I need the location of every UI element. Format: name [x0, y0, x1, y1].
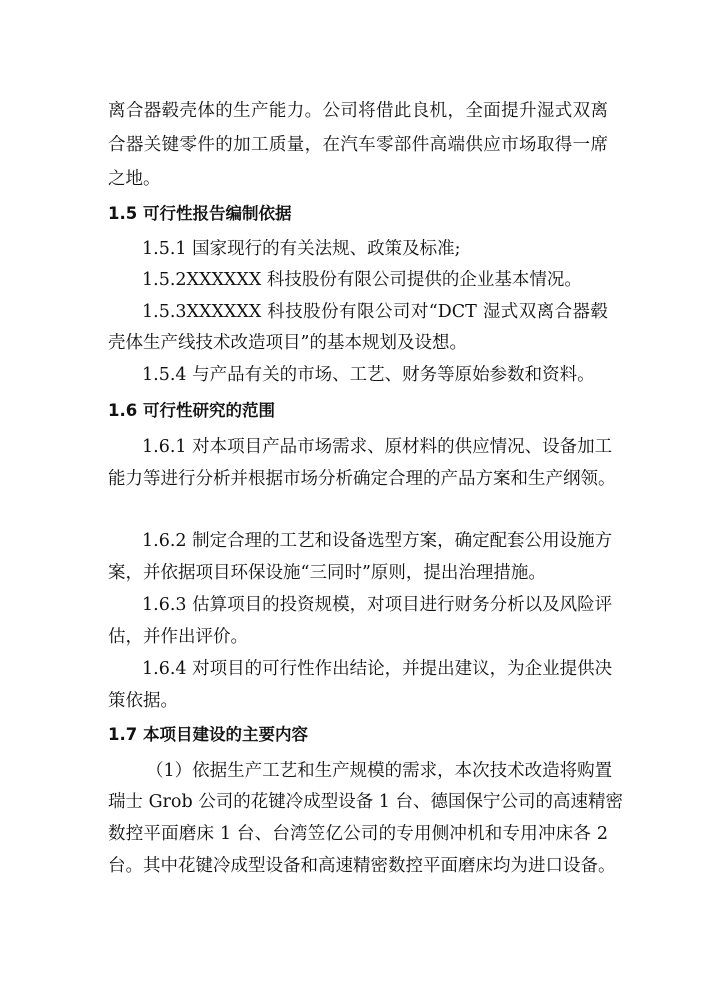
intro-line-1: 离合器毂壳体的生产能力。公司将借此良机，全面提升湿式双离	[108, 101, 608, 121]
section-1-6-heading: 1.6 可行性研究的范围	[108, 401, 275, 420]
para-1-7-line-3: 数控平面磨床 1 台、台湾笠亿公司的专用侧冲机和专用冲床各 2	[108, 824, 608, 844]
item-1-5-3-line-1: 1.5.3XXXXXX 科技股份有限公司对“DCT 湿式双离合器毂	[142, 302, 608, 322]
para-1-7-line-1: （1）依据生产工艺和生产规模的需求，本次技术改造将购置	[146, 761, 613, 781]
section-1-5-heading: 1.5 可行性报告编制依据	[108, 204, 292, 223]
item-1-5-4: 1.5.4 与产品有关的市场、工艺、财务等原始参数和资料。	[142, 365, 595, 385]
item-1-5-3-line-2: 壳体生产线技术改造项目”的基本规划及设想。	[108, 333, 467, 353]
item-1-6-4-line-2: 策依据。	[108, 691, 178, 711]
para-1-7-line-2: 瑞士 Grob 公司的花键冷成型设备 1 台、德国保宁公司的高速精密	[108, 792, 623, 812]
item-1-6-2-line-1: 1.6.2 制定合理的工艺和设备选型方案，确定配套公用设施方	[142, 531, 613, 551]
intro-line-3: 之地。	[108, 169, 161, 189]
item-1-6-3-line-2: 估，并作出评价。	[108, 627, 248, 647]
item-1-6-4-line-1: 1.6.4 对项目的可行性作出结论，并提出建议，为企业提供决	[142, 659, 613, 679]
item-1-6-2-line-2: 案，并依据项目环保设施“三同时”原则，提出治理措施。	[108, 563, 546, 583]
item-1-5-1: 1.5.1 国家现行的有关法规、政策及标准;	[142, 239, 461, 259]
para-1-7-line-4: 台。其中花键冷成型设备和高速精密数控平面磨床均为进口设备。	[108, 856, 616, 876]
section-1-7-heading: 1.7 本项目建设的主要内容	[108, 725, 308, 744]
item-1-6-1-line-2: 能力等进行分析并根据市场分析确定合理的产品方案和生产纲领。	[108, 469, 616, 489]
item-1-6-1-line-1: 1.6.1 对本项目产品市场需求、原材料的供应情况、设备加工	[142, 437, 613, 457]
item-1-5-2: 1.5.2XXXXXX 科技股份有限公司提供的企业基本情况。	[142, 270, 582, 290]
intro-line-2: 合器关键零件的加工质量，在汽车零部件高端供应市场取得一席	[108, 135, 608, 155]
item-1-6-3-line-1: 1.6.3 估算项目的投资规模，对项目进行财务分析以及风险评	[142, 595, 613, 615]
